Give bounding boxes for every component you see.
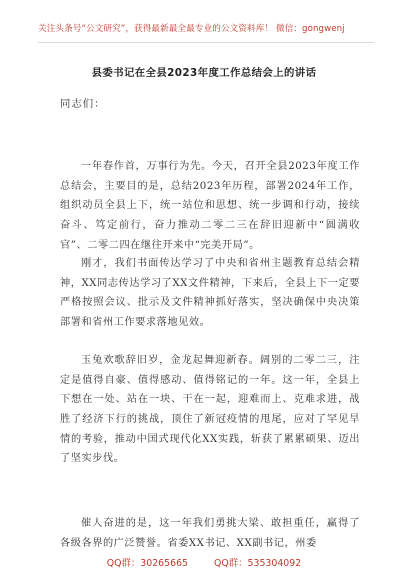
body-paragraph: 玉兔欢歌辞旧岁，金龙起舞迎新春。阔别的二零二三，注定是值得自豪、值得感动、值得铭记的一年。这一年，全县上下想在一处、站在一块、干在一起，迎难而上、克难求进，战胜了经济下行的挑战，顶住了新冠疫情的甩尾，应对了罕见旱情的考验，推动中国式现代化XX实践，斩获了累累硕果、迈出了坚实步伐。	[60, 355, 360, 465]
body-paragraph: 刚才，我们书面传达学习了中央和省州主题教育总结会精神，XX同志传达学习了XX文件精神，下来后，全县上下一定要严格按照会议、批示及文件精神抓好落实，坚决确保中央决策部署和省州工作要求落地见效。	[60, 258, 360, 328]
footer-qq-group-1: QQ群：30265665	[106, 558, 189, 569]
body-paragraph: 一年春作首，万事行为先。今天，召开全县2023年度工作总结会，主要目的是，总结2023年历程，部署2024年工作，组织动员全县上下，统一站位和思想、统一步调和行动，接续奋斗、笃定前行，奋力推动二零二三在辞旧迎新中“圆满收官”、二零二四在继往开来中“完美开局”。	[60, 161, 360, 251]
salutation: 同志们：	[60, 98, 106, 110]
header-banner: 关注头条号“公文研究”，获得最新最全最专业的公文资料库！ 微信：gongwenj	[38, 24, 345, 34]
footer-contact	[0, 558, 408, 570]
document-title: 县委书记在全县2023年度工作总结会上的讲话	[91, 67, 317, 79]
footer-qq-group-2: QQ群：535304092	[214, 558, 302, 569]
body-paragraph: 催人奋进的是，这一年我们勇挑大梁、敢担重任，赢得了各级各界的广泛赞誉。省委XX书记、XX副书记，州委	[60, 518, 360, 549]
header-divider	[38, 42, 374, 43]
